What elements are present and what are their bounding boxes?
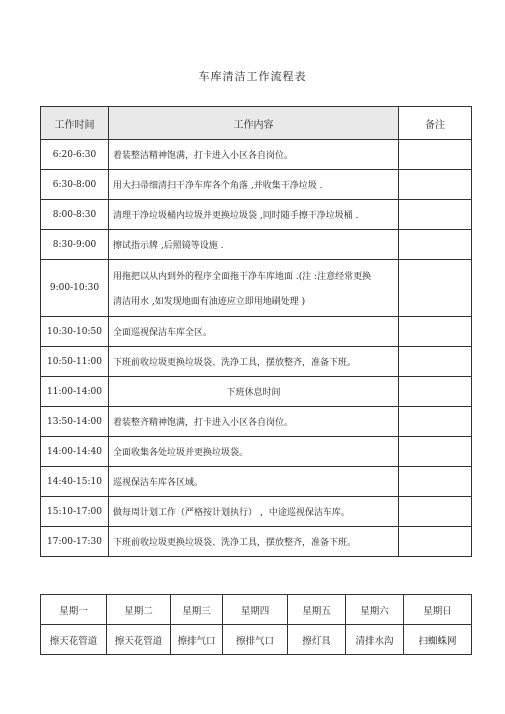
row-content: 下班前收垃圾更换垃圾袋、洗净工具，摆放整齐，准备下班。 bbox=[109, 347, 399, 377]
row-time: 13:50-14:00 bbox=[41, 407, 109, 437]
row-content: 做每周计划工作（严格按计划执行） ，中途巡视保洁车库。 bbox=[109, 497, 399, 527]
table-header-row bbox=[41, 107, 472, 140]
row-note bbox=[399, 230, 472, 260]
row-time: 6:20-6:30 bbox=[41, 140, 109, 170]
schedule-table bbox=[40, 106, 472, 557]
row-note bbox=[399, 377, 472, 407]
row-time: 10:50-11:00 bbox=[41, 347, 109, 377]
header-content: 工作内容 bbox=[109, 107, 399, 140]
row-content: 下班休息时间 bbox=[109, 377, 399, 407]
row-time: 8:30-9:00 bbox=[41, 230, 109, 260]
row-content: 着装整齐精神饱满，打卡进入小区各自岗位。 bbox=[109, 407, 399, 437]
row-content: 全面巡视保洁车库全区。 bbox=[109, 317, 399, 347]
row-note bbox=[399, 200, 472, 230]
weekly-task-cell: 清排水沟 bbox=[346, 625, 404, 655]
header-time: 工作时间 bbox=[41, 107, 109, 140]
table-row bbox=[41, 170, 472, 200]
table-row bbox=[41, 377, 472, 407]
row-content-line: 清洁用水 ,如发现地面有油迹应立即用地刷处理 ) bbox=[113, 297, 306, 307]
row-note bbox=[399, 140, 472, 170]
weekly-task-cell: 扫蜘蛛网 bbox=[404, 625, 472, 655]
row-note bbox=[399, 170, 472, 200]
row-note bbox=[399, 467, 472, 497]
weekday-cell: 星期二 bbox=[107, 595, 171, 625]
row-content: 下班前收垃圾更换垃圾袋、洗净工具，摆放整齐，准备下班。 bbox=[109, 527, 399, 557]
table-row bbox=[41, 140, 472, 170]
row-time: 14:00-14:40 bbox=[41, 437, 109, 467]
row-content: 擦试指示牌 ,后照镜等设施 . bbox=[109, 230, 399, 260]
row-content-line: 用拖把以从内到外的程序全面拖干净车库地面 .(注 :注意经常更换 bbox=[113, 272, 372, 282]
weekly-task-cell: 擦排气口 bbox=[223, 625, 288, 655]
weekday-cell: 星期一 bbox=[41, 595, 107, 625]
row-time: 8:00-8:30 bbox=[41, 200, 109, 230]
table-row bbox=[41, 230, 472, 260]
row-note bbox=[399, 347, 472, 377]
row-note bbox=[399, 260, 472, 317]
table-row bbox=[41, 260, 472, 317]
row-content: 全面收集各处垃圾并更换垃圾袋。 bbox=[109, 437, 399, 467]
row-content: 着装整洁精神饱满，打卡进入小区各自岗位。 bbox=[109, 140, 399, 170]
weekly-task-table bbox=[40, 594, 472, 655]
weekday-cell: 星期五 bbox=[288, 595, 346, 625]
weekly-task-row bbox=[41, 625, 472, 655]
weekday-row bbox=[41, 595, 472, 625]
table-row bbox=[41, 437, 472, 467]
weekly-task-cell: 擦灯具 bbox=[288, 625, 346, 655]
row-note bbox=[399, 407, 472, 437]
row-time: 9:00-10:30 bbox=[41, 260, 109, 317]
table-row bbox=[41, 317, 472, 347]
row-time: 14:40-15:10 bbox=[41, 467, 109, 497]
weekly-task-cell: 擦天花管道 bbox=[41, 625, 107, 655]
header-note: 备注 bbox=[399, 107, 472, 140]
row-content: 巡视保洁车库各区域。 bbox=[109, 467, 399, 497]
weekday-cell: 星期日 bbox=[404, 595, 472, 625]
table-row bbox=[41, 497, 472, 527]
weekday-cell: 星期六 bbox=[346, 595, 404, 625]
table-row bbox=[41, 527, 472, 557]
row-time: 11:00-14:00 bbox=[41, 377, 109, 407]
row-note bbox=[399, 317, 472, 347]
row-note bbox=[399, 437, 472, 467]
table-row bbox=[41, 200, 472, 230]
row-time: 10:30-10:50 bbox=[41, 317, 109, 347]
row-note bbox=[399, 497, 472, 527]
row-time: 15:10-17:00 bbox=[41, 497, 109, 527]
weekly-task-cell: 擦天花管道 bbox=[107, 625, 171, 655]
row-time: 17:00-17:30 bbox=[41, 527, 109, 557]
weekly-task-cell: 擦排气口 bbox=[171, 625, 223, 655]
page-title: 车库清洁工作流程表 bbox=[198, 70, 307, 83]
row-time: 6:30-8:00 bbox=[41, 170, 109, 200]
weekday-cell: 星期四 bbox=[223, 595, 288, 625]
table-row bbox=[41, 347, 472, 377]
table-row bbox=[41, 407, 472, 437]
weekday-cell: 星期三 bbox=[171, 595, 223, 625]
row-content: 用大扫帚细清扫干净车库各个角落 ,并收集干净垃圾 . bbox=[109, 170, 399, 200]
row-content bbox=[109, 260, 399, 317]
row-content: 清理干净垃圾桶内垃圾并更换垃圾袋 ,同时随手擦干净垃圾桶 . bbox=[109, 200, 399, 230]
row-note bbox=[399, 527, 472, 557]
table-row bbox=[41, 467, 472, 497]
